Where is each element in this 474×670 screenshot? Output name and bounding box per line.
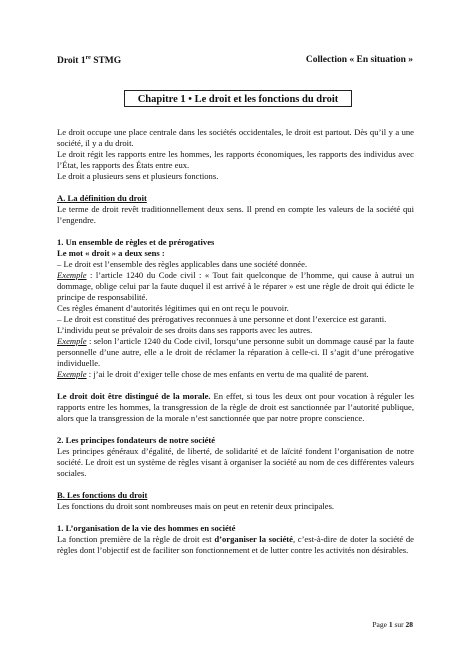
example-1: Exemple : l’article 1240 du Code civil : « Tout fait quelconque de l’homme, qui cause à autrui un dommage, oblige celui par la faute duquel il est arrivé à le réparer » est une règle de droit qui édicte le principe de responsabilité. (57, 270, 414, 302)
intro-paragraph-3: Le droit a plusieurs sens et plusieurs fonctions. (57, 171, 219, 181)
part-b1-text: La fonction première de la règle de droit est d’organiser la société, c’est-à-dire de doter la société de règles dont l’objectif est de faciliter son fonctionnement et de lutter contre les activités non désirables. (57, 534, 414, 555)
section-b-text: Les fonctions du droit sont nombreuses mais on peut en retenir deux principales. (57, 501, 335, 511)
part-1-subheading: Le mot « droit » a deux sens : (57, 248, 165, 258)
part-1-line-3: – Le droit est constitué des prérogatives reconnues à une personne et dont l’exercice est garanti. (57, 314, 387, 324)
part-1-line-4: L’individu peut se prévaloir de ses droits dans ses rapports avec les autres. (57, 325, 313, 335)
part-1-line-2: Ces règles émanent d’autorités légitimes qui en ont reçu le pouvoir. (57, 303, 289, 313)
document-body (57, 127, 414, 556)
header-collection: Collection « En situation » (305, 55, 413, 65)
example-3: Exemple : j’ai le droit d’exiger telle chose de mes enfants en vertu de ma qualité de parent. (57, 369, 369, 379)
part-1-heading: 1. Un ensemble de règles et de prérogatives (57, 237, 215, 247)
example-2: Exemple : selon l’article 1240 du Code civil, lorsqu’une personne subit un dommage causé par la faute personnelle d’une autre, elle a le droit de réclamer la réparation à celle-ci. Il s’agit d’une prérogative individuelle. (57, 336, 414, 368)
section-a-text: Le terme de droit revêt traditionnellement deux sens. Il prend en compte les valeurs de la société qui l’engendre. (57, 204, 414, 225)
chapter-title: Chapitre 1 • Le droit et les fonctions du droit (124, 90, 352, 107)
intro-paragraph-1: Le droit occupe une place centrale dans les sociétés occidentales, le droit est partout. Dès qu’il y a une société, il y a du droit. (57, 127, 414, 148)
part-2-heading: 2. Les principes fondateurs de notre société (57, 435, 216, 445)
part-b1-heading: 1. L’organisation de la vie des hommes en société (57, 523, 236, 533)
morale-paragraph: Le droit doit être distingué de la morale. En effet, si tous les deux ont pour vocation à réguler les rapports entre les hommes, la transgression de la règle de droit est sanctionnée par l’autorité publique, alors que la transgression de la morale n’est sanctionnée que par notre propre conscience. (57, 391, 415, 423)
part-2-text: Les principes généraux d’égalité, de liberté, de solidarité et de laïcité fondent l’organisation de notre société. Le droit est un système de règles visant à organiser la société au nom de ces différentes valeurs sociales. (57, 446, 414, 478)
section-b-heading: B. Les fonctions du droit (57, 490, 148, 500)
part-1-line-1: – Le droit est l’ensemble des règles applicables dans une société donnée. (57, 259, 308, 269)
header-course: Droit 1re STMG (57, 55, 122, 67)
page-number: Page 1 sur 28 (372, 620, 413, 629)
section-a-heading: A. La définition du droit (57, 193, 147, 203)
intro-paragraph-2: Le droit régit les rapports entre les hommes, les rapports économiques, les rapports des individus avec l’État, les rapports des États entre eux. (57, 149, 414, 170)
